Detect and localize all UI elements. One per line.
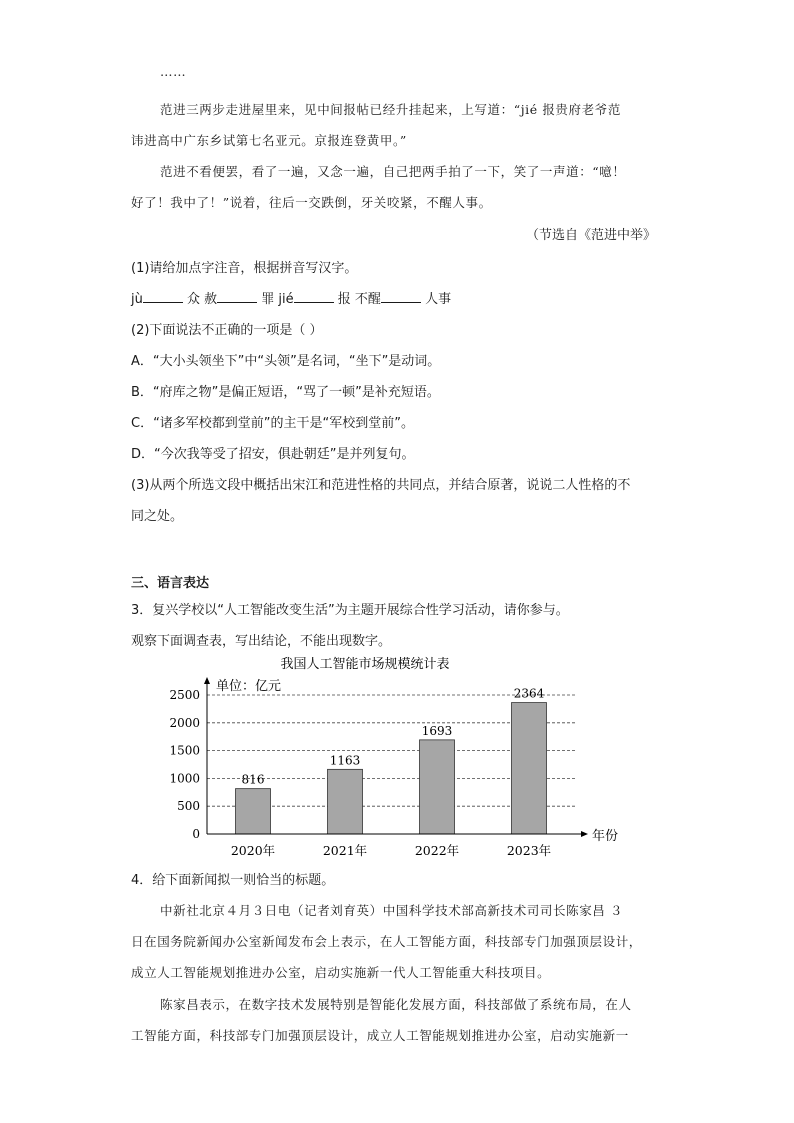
passage-p1-line1: 范进三两步走进屋里来，见中间报帖已经升挂起来，上写道：“jié 报贵府老爷范 (160, 102, 621, 117)
bar (328, 769, 363, 834)
answer-blank[interactable] (217, 289, 257, 303)
q4-prompt: 4．给下面新闻拟一则恰当的标题。 (131, 873, 335, 888)
x-tick-label: 2020年 (230, 843, 276, 858)
market-size-chart (160, 650, 640, 862)
news-p1-line3: 成立人工智能规划推进办公室，启动实施新一代人工智能重大科技项目。 (131, 965, 551, 980)
passage-p1-line2: 讳进高中广东乡试第七名亚元。京报连登黄甲。” (131, 133, 407, 148)
answer-blank[interactable] (381, 289, 421, 303)
bar (236, 789, 271, 834)
q1-item-1: jù (131, 292, 143, 307)
x-axis-ticks (231, 843, 551, 858)
q1-item-2: 众 赦 (187, 292, 218, 307)
q3-part-line2: 同之处。 (131, 509, 184, 524)
news-p1-line1: 中新社北京４月３日电（记者刘育英）中国科学技术部高新技术司司长陈家昌 ３ (160, 903, 624, 918)
q3-line1: 3．复兴学校以“人工智能改变生活”为主题开展综合性学习活动，请你参与。 (131, 603, 569, 618)
y-tick-label: 0 (192, 827, 200, 841)
q1-item-3: 罪 jié (261, 292, 294, 307)
bar-value-label: 816 (241, 772, 265, 787)
bar (420, 740, 455, 834)
q2-option-d: D．“今次我等受了招安，俱赴朝廷”是并列复句。 (131, 447, 415, 462)
passage-p2-line1: 范进不看便罢，看了一遍，又念一遍，自己把两手拍了一下，笑了一声道：“噫！ (160, 164, 626, 179)
x-tick-label: 2022年 (414, 843, 460, 858)
q2-option-a: A．“大小头领坐下”中“头领”是名词，“坐下”是动词。 (131, 354, 441, 369)
bar-value-label: 1693 (421, 723, 453, 738)
q2-option-b: B．“府库之物”是偏正短语，“骂了一顿”是补充短语。 (131, 385, 440, 400)
x-axis-label: 年份 (592, 829, 619, 844)
chart-bars (236, 687, 547, 834)
x-tick-label: 2021年 (322, 843, 368, 858)
q3-part-line1: (3)从两个所选文段中概括出宋江和范进性格的共同点，并结合原著，说说二人性格的不 (131, 478, 631, 493)
y-tick-label: 1000 (169, 771, 200, 786)
q2-prompt: (2)下面说法不正确的一项是（ ） (131, 323, 323, 338)
section-heading: 三、语言表达 (131, 576, 210, 591)
answer-blank[interactable] (143, 289, 183, 303)
news-p2-line1: 陈家昌表示，在数字技术发展特别是智能化发展方面，科技部做了系统布局，在人 (160, 997, 632, 1012)
q1-item-5: 人事 (425, 292, 452, 307)
y-axis-arrow (204, 677, 210, 684)
q1-item-4: 报 不醒 (337, 292, 381, 307)
ellipsis: …… (160, 64, 187, 79)
bar-value-label: 2364 (513, 686, 545, 701)
q3-line2: 观察下面调查表，写出结论，不能出现数字。 (131, 634, 392, 649)
y-tick-label: 2000 (169, 715, 200, 730)
bar (512, 703, 547, 834)
y-tick-label: 2500 (169, 688, 200, 702)
x-tick-label: 2023年 (506, 843, 552, 858)
y-tick-label: 1500 (169, 743, 200, 758)
bar-value-label: 1163 (329, 753, 361, 768)
y-axis-ticks (169, 688, 200, 841)
y-axis-unit: 单位：亿元 (216, 679, 282, 694)
passage-source: （节选自《范进中举》 (525, 228, 656, 243)
q1-fill-row (131, 288, 451, 307)
news-p2-line2: 工智能方面，科技部专门加强顶层设计，成立人工智能规划推进办公室，启动实施新一 (131, 1028, 629, 1043)
q1-prompt: (1)请给加点字注音，根据拼音写汉字。 (131, 261, 358, 276)
y-tick-label: 500 (177, 799, 200, 814)
q2-option-c: C．“诸多军校都到堂前”的主干是“军校到堂前”。 (131, 416, 415, 431)
x-axis-arrow (581, 831, 588, 837)
chart-title: 我国人工智能市场规模统计表 (280, 657, 450, 672)
answer-blank[interactable] (294, 289, 334, 303)
passage-p2-line2: 好了！我中了！”说着，往后一交跌倒，牙关咬紧，不醒人事。 (131, 195, 492, 210)
news-p1-line2: 日在国务院新闻办公室新闻发布会上表示，在人工智能方面，科技部专门加强顶层设计， (131, 934, 642, 949)
